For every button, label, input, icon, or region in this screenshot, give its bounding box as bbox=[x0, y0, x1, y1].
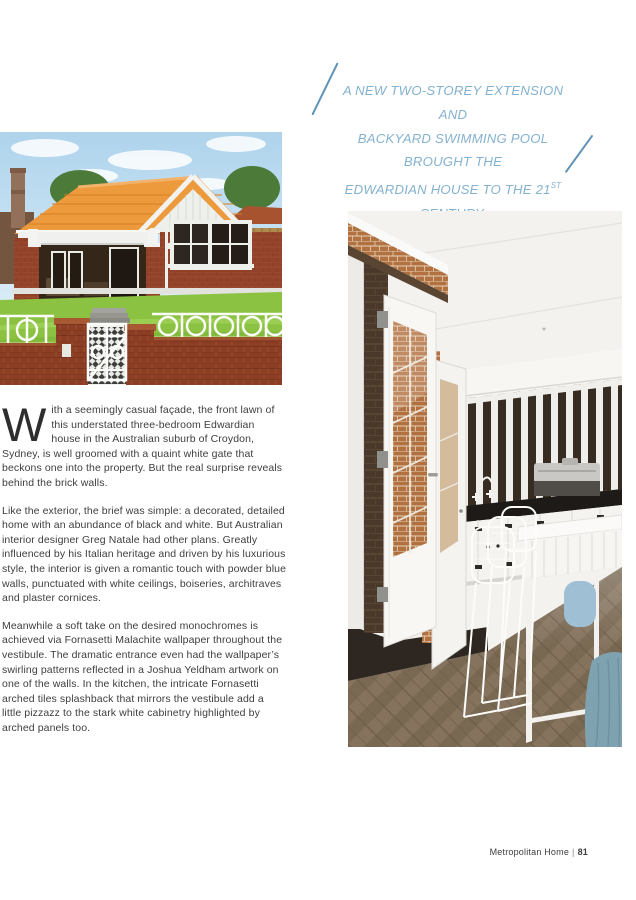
pull-quote-line2: BACKYARD SWIMMING POOL BROUGHT THE bbox=[357, 130, 549, 170]
pull-quote bbox=[327, 79, 579, 226]
pull-quote-line3-prefix: EDWARDIAN HOUSE TO THE 21 bbox=[344, 182, 551, 198]
house-exterior-photo bbox=[0, 132, 282, 385]
second-door bbox=[432, 359, 466, 669]
page-footer bbox=[288, 847, 588, 857]
paragraph-2: Like the exterior, the brief was simple: a decorated, detailed home with an abundance of black and white. But Australian interior designer Greg Natale had other plans. Greatly influenced by his Italian heritage and driven by his luxurious style, the interior is given a romantic touch with powder blue walls, punctuated with white ceilings, boiseries, architraves and plaster cornices. bbox=[2, 504, 287, 605]
blue-cushion bbox=[564, 581, 596, 627]
drop-cap: W bbox=[2, 398, 45, 451]
house-exterior-graphic bbox=[0, 132, 282, 385]
open-french-door bbox=[377, 295, 438, 647]
article-body bbox=[2, 398, 287, 748]
paragraph-1 bbox=[2, 398, 286, 491]
pull-quote-line1: A NEW TWO-STOREY EXTENSION AND bbox=[342, 83, 564, 122]
interior-kitchen-photo bbox=[348, 211, 622, 747]
interior-kitchen-graphic bbox=[348, 211, 622, 747]
page-number: 81 bbox=[577, 847, 588, 857]
footer-separator: | bbox=[572, 847, 575, 857]
bbq-grill bbox=[534, 458, 600, 496]
magazine-name: Metropolitan Home bbox=[489, 847, 570, 857]
pull-quote-superscript: ST bbox=[550, 181, 562, 191]
paragraph-1-text: ith a seemingly casual façade, the front lawn of this understated three-bedroom Edwardian house in the Australian suburb of Croydon, Sydney, is well groomed with a quaint white gate that beckons one into the property. But the real surprise reveals behind the brick walls. bbox=[2, 404, 283, 489]
paragraph-3: Meanwhile a soft take on the desired monochromes is achieved via Fornasetti Malachite wallpaper throughout the vestibule. The dramatic entrance even had the wallpaper’s swirling patterns reflected in a Joshua Yeldham artwork on one of the walls. In the kitchen, the intricate Fornasetti arched tiles splashback that mirrors the vestibule add a little pizzazz to the stark white cabinetry highlighted by arched panels too. bbox=[2, 619, 283, 734]
